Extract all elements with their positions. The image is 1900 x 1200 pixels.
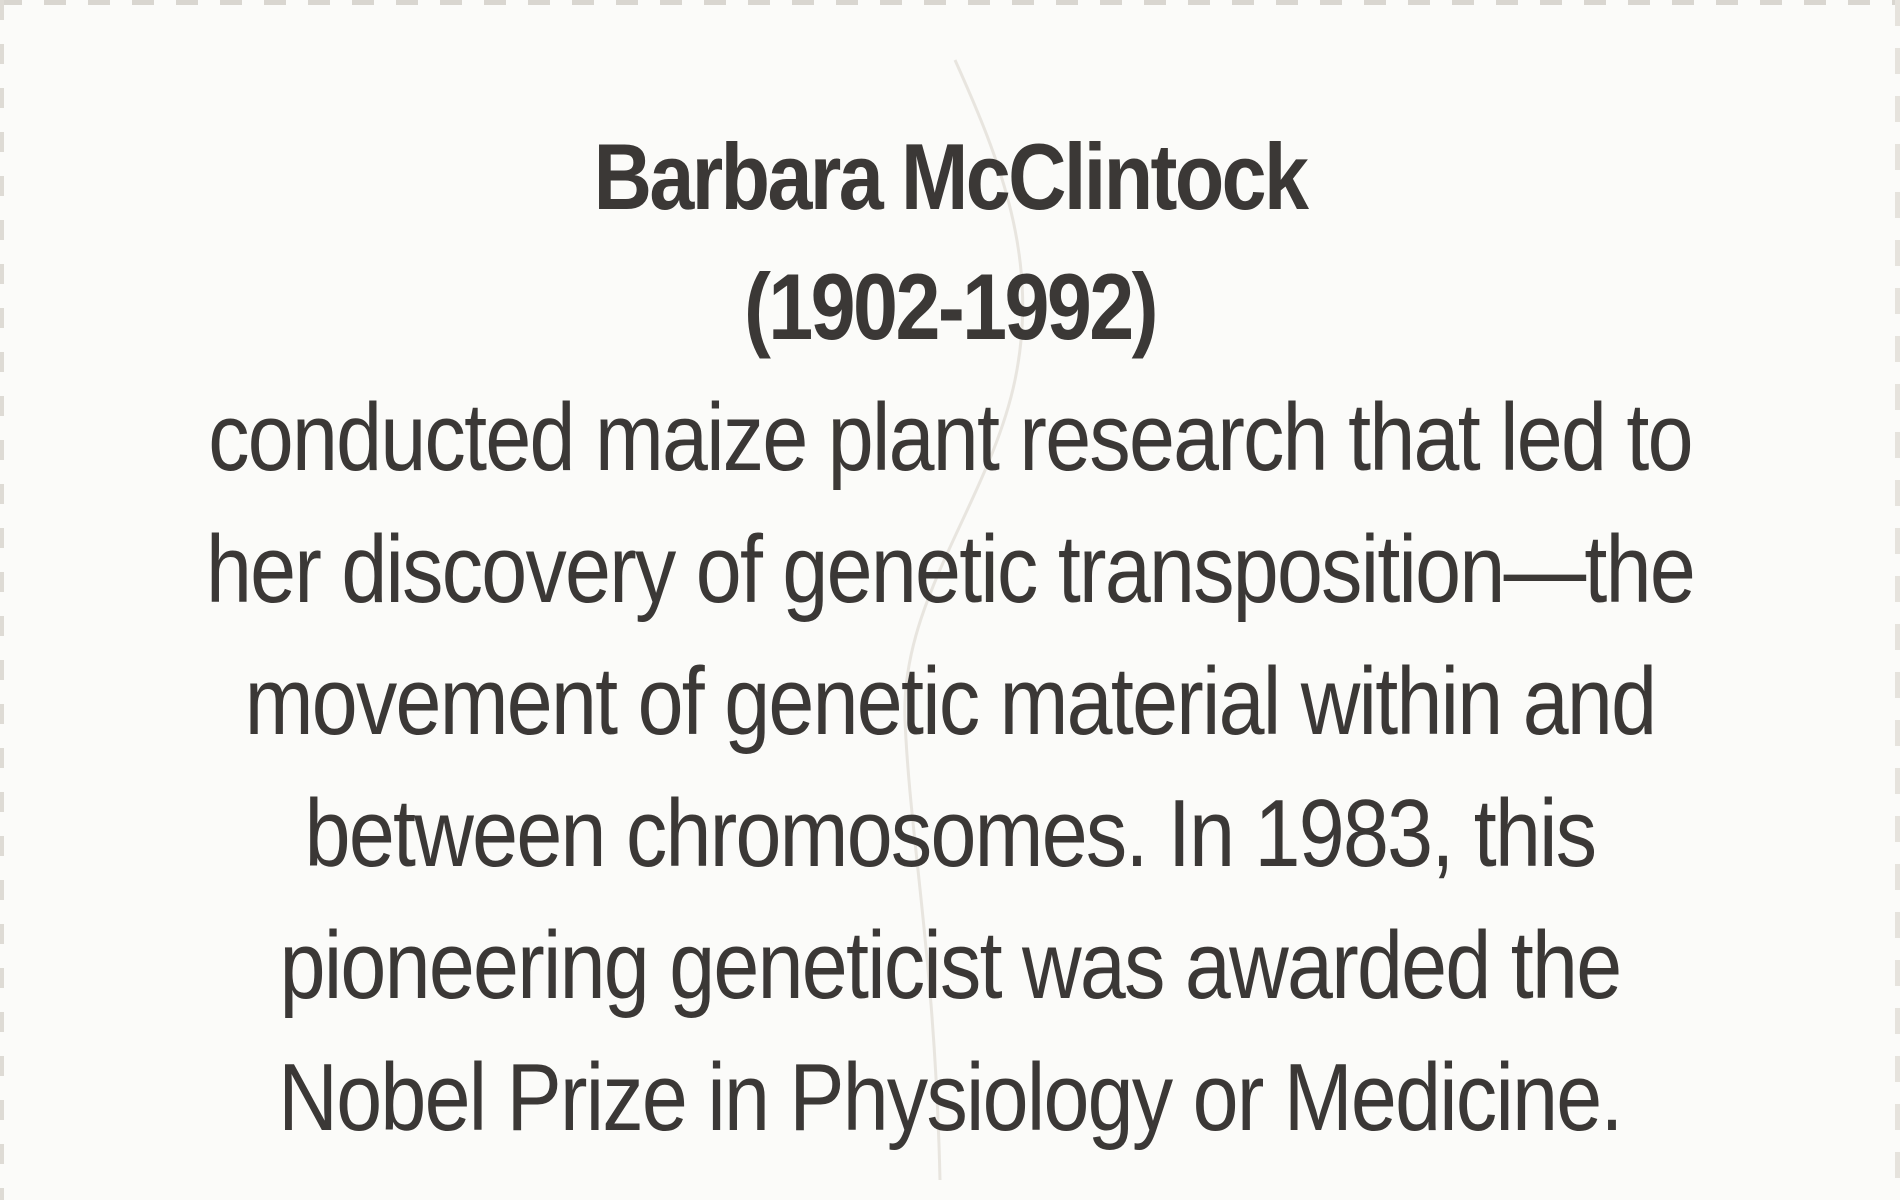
life-dates: (1902-1992) bbox=[743, 254, 1157, 359]
perforation-top-edge bbox=[0, 0, 1900, 5]
bio-line: conducted maize plant research that led to bbox=[208, 384, 1692, 491]
bio-line: between chromosomes. In 1983, this bbox=[304, 780, 1596, 887]
card-text bbox=[0, 112, 1900, 1164]
person-name: Barbara McClintock bbox=[593, 124, 1307, 229]
bio-line: pioneering geneticist was awarded the bbox=[279, 912, 1621, 1019]
bio-line: movement of genetic material within and bbox=[244, 648, 1656, 755]
bio-line: her discovery of genetic transposition—the bbox=[205, 516, 1695, 623]
bio-line: Nobel Prize in Physiology or Medicine. bbox=[278, 1044, 1622, 1151]
